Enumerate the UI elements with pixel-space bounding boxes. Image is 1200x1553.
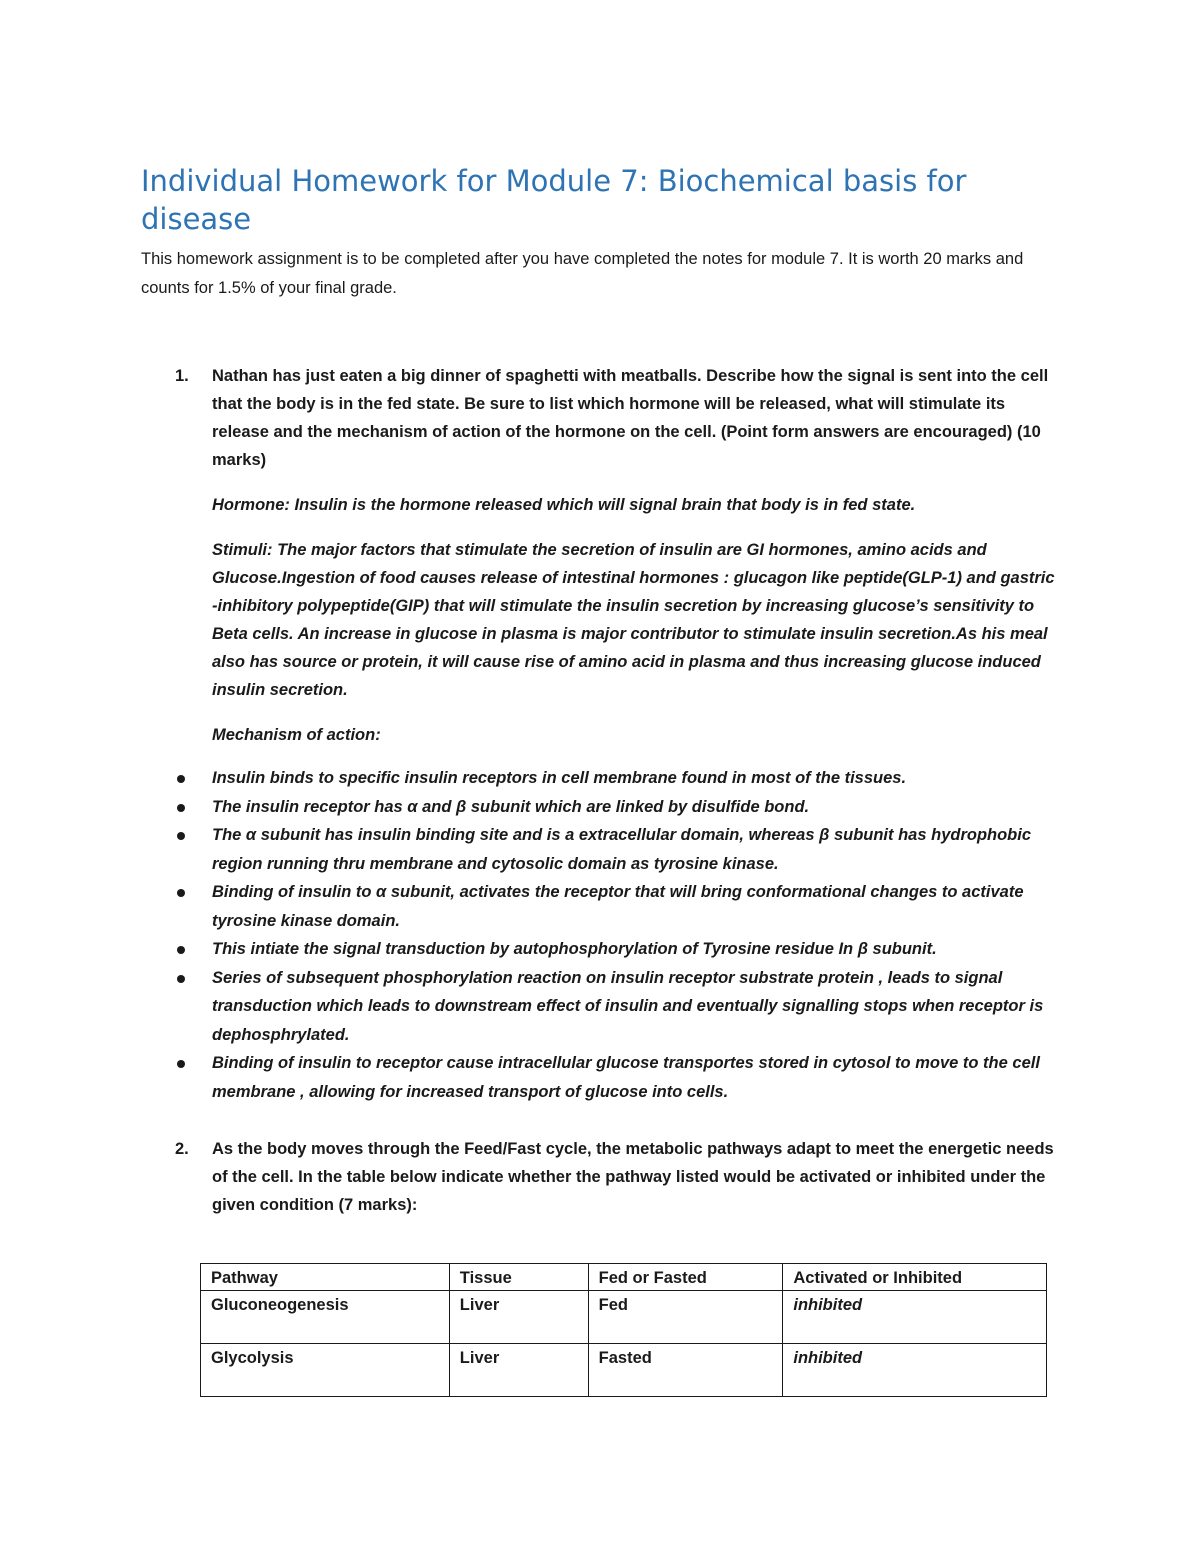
header-tissue: Tissue	[449, 1264, 588, 1291]
question-2	[141, 1135, 1061, 1219]
stimuli-answer: Stimuli: The major factors that stimulate the secretion of insulin are GI hormones, amino acids and Glucose.Ingestion of food causes release of intestinal hormones : glucagon like peptide(GLP-1) and gastric -inhibitory polypeptide(GIP) that will stimulate the insulin secretion by increasing glucose’s sensitivity to Beta cells. An increase in glucose in plasma is major contributor to stimulate insulin secretion.As his meal also has source or protein, it will cause rise of amino acid in plasma and thus increasing glucose induced insulin secretion.	[212, 541, 1055, 699]
bullet-icon	[177, 1060, 185, 1068]
list-item-text: The α subunit has insulin binding site and is a extracellular domain, whereas β subunit has hydrophobic region running thru membrane and cytosolic domain as tyrosine kinase.	[212, 826, 1032, 873]
bullet-icon	[177, 975, 185, 983]
question-1-number: 1.	[175, 367, 189, 385]
bullet-icon	[177, 804, 185, 812]
list-item-text: Insulin binds to specific insulin receptors in cell membrane found in most of the tissues.	[212, 769, 907, 787]
cell-tissue: Liver	[449, 1291, 588, 1344]
bullet-icon	[177, 775, 185, 783]
document-title: Individual Homework for Module 7: Biochemical basis for disease	[141, 164, 967, 236]
list-item-text: Binding of insulin to receptor cause intracellular glucose transportes stored in cytosol to move to the cell membrane , allowing for increased transport of glucose into cells.	[212, 1054, 1040, 1101]
list-item	[170, 821, 1062, 878]
cell-tissue: Liver	[449, 1344, 588, 1397]
table-row	[201, 1291, 1047, 1344]
header-activated-or-inhibited: Activated or Inhibited	[783, 1264, 1047, 1291]
list-item-text: Binding of insulin to α subunit, activates the receptor that will bring conformational changes to activate tyrosine kinase domain.	[212, 883, 1024, 930]
list-item	[170, 935, 1062, 964]
list-item	[170, 878, 1062, 935]
list-item	[170, 964, 1062, 1050]
cell-answer: inhibited	[783, 1291, 1047, 1344]
table-row	[201, 1344, 1047, 1397]
intro-paragraph: This homework assignment is to be completed after you have completed the notes for module 7. It is worth 20 marks and counts for 1.5% of your final grade.	[141, 250, 1024, 297]
cell-pathway: Gluconeogenesis	[201, 1291, 450, 1344]
cell-condition: Fasted	[588, 1344, 783, 1397]
question-1	[141, 362, 1061, 474]
table-header-row	[201, 1264, 1047, 1291]
list-item	[170, 1049, 1062, 1106]
bullet-icon	[177, 946, 185, 954]
list-item-text: This intiate the signal transduction by autophosphorylation of Tyrosine residue In β subunit.	[212, 940, 937, 958]
question-1-text: Nathan has just eaten a big dinner of spaghetti with meatballs. Describe how the signal is sent into the cell that the body is in the fed state. Be sure to list which hormone will be released, what will stimulate its release and the mechanism of action of the hormone on the cell. (Point form answers are encouraged) (10 marks)	[212, 367, 1049, 469]
cell-answer: inhibited	[783, 1344, 1047, 1397]
hormone-answer: Hormone: Insulin is the hormone released which will signal brain that body is in fed state.	[212, 496, 916, 514]
pathway-table	[200, 1263, 1047, 1397]
list-item-text: The insulin receptor has α and β subunit which are linked by disulfide bond.	[212, 797, 810, 816]
mechanism-heading: Mechanism of action:	[212, 726, 381, 744]
bullet-icon	[177, 889, 185, 897]
bullet-icon	[177, 832, 185, 840]
list-item	[170, 793, 1062, 822]
question-2-number: 2.	[175, 1140, 189, 1158]
question-2-text: As the body moves through the Feed/Fast cycle, the metabolic pathways adapt to meet the energetic needs of the cell. In the table below indicate whether the pathway listed would be activated or inhibited under the given condition (7 marks):	[212, 1140, 1054, 1214]
header-pathway: Pathway	[201, 1264, 450, 1291]
mechanism-list	[170, 764, 1062, 1106]
cell-condition: Fed	[588, 1291, 783, 1344]
header-fed-or-fasted: Fed or Fasted	[588, 1264, 783, 1291]
cell-pathway: Glycolysis	[201, 1344, 450, 1397]
list-item-text: Series of subsequent phosphorylation reaction on insulin receptor substrate protein , leads to signal transduction which leads to downstream effect of insulin and eventually signalling stops when receptor is dephosphrylated.	[212, 968, 1044, 1044]
list-item	[170, 764, 1062, 793]
